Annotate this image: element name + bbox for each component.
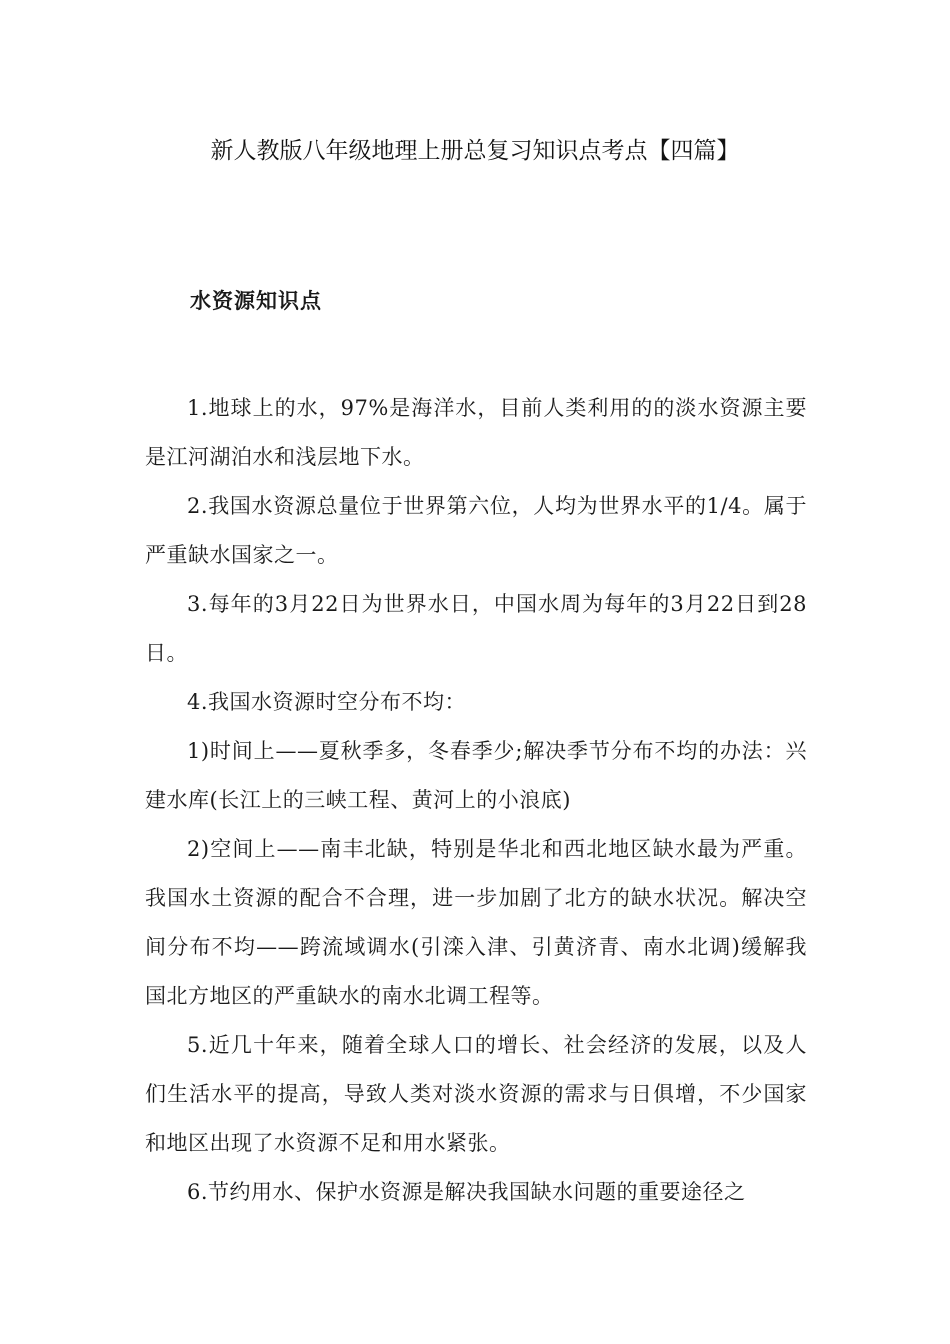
- document-title: 新人教版八年级地理上册总复习知识点考点【四篇】: [210, 138, 740, 164]
- paragraph-1: 1.地球上的水，97%是海洋水，目前人类利用的的淡水资源主要是江河湖泊水和浅层地下水。: [145, 396, 807, 469]
- section-heading: 水资源知识点: [190, 288, 322, 313]
- paragraph-5: 5.近几十年来，随着全球人口的增长、社会经济的发展，以及人们生活水平的提高，导致人类对淡水资源的需求与日俱增，不少国家和地区出现了水资源不足和用水紧张。: [145, 1033, 807, 1155]
- paragraph-4-1: 1)时间上——夏秋季多，冬春季少;解决季节分布不均的办法：兴建水库(长江上的三峡工程、黄河上的小浪底): [145, 739, 807, 812]
- paragraph-4: 4.我国水资源时空分布不均：: [187, 690, 467, 714]
- paragraph-2: 2.我国水资源总量位于世界第六位，人均为世界水平的1/4。属于严重缺水国家之一。: [145, 494, 807, 567]
- paragraph-3: 3.每年的3月22日为世界水日，中国水周为每年的3月22日到28日。: [145, 592, 807, 665]
- paragraph-4-2: 2)空间上——南丰北缺，特别是华北和西北地区缺水最为严重。我国水土资源的配合不合理，进一步加剧了北方的缺水状况。解决空间分布不均——跨流域调水(引滦入津、引黄济青、南水北调)缓解我国北方地区的严重缺水的南水北调工程等。: [145, 837, 807, 1008]
- paragraph-6: 6.节约用水、保护水资源是解决我国缺水问题的重要途径之: [187, 1180, 746, 1204]
- document-body: [145, 384, 807, 1217]
